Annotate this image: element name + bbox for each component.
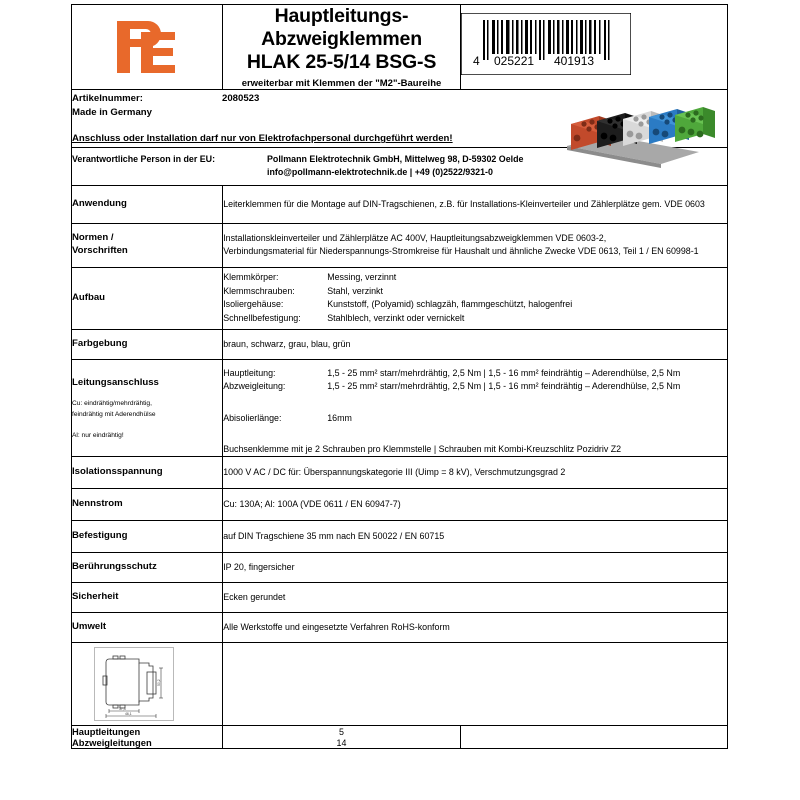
dim-width-inner: 37,3 bbox=[119, 707, 126, 712]
label-farbgebung: Farbgebung bbox=[72, 329, 223, 359]
label-isolationsspannung: Isolationsspannung bbox=[72, 457, 223, 489]
barcode-group1: 025221 bbox=[493, 54, 534, 69]
counts-blank-cell bbox=[460, 726, 727, 749]
aufbau-item bbox=[223, 298, 727, 312]
label-befestigung: Befestigung bbox=[72, 521, 223, 553]
row-sicherheit bbox=[72, 583, 728, 613]
leitung-value: 1,5 - 25 mm² starr/mehrdrähtig, 2,5 Nm | 1,5 - 16 mm² feindrähtig – Aderendhülse, 2,5 Nm bbox=[327, 367, 681, 378]
barcode-icon bbox=[461, 13, 631, 75]
leitungsanschluss-title: Leitungsanschluss bbox=[72, 377, 159, 389]
row-leitungsanschluss bbox=[72, 359, 728, 457]
barcode-group2: 401913 bbox=[553, 54, 594, 69]
row-beruehrungsschutz bbox=[72, 553, 728, 583]
eu-line-2 bbox=[72, 166, 727, 179]
pe-logo-icon bbox=[111, 18, 183, 76]
aufbau-key: Klemmkörper: bbox=[223, 272, 279, 283]
product-subtitle: erweiterbar mit Klemmen der "M2"-Baureihe bbox=[241, 77, 442, 89]
aufbau-value: Kunststoff, (Polyamid) schlagzäh, flammgeschützt, halogenfrei bbox=[327, 299, 573, 310]
leitungsanschluss-footer: Buchsenklemme mit je 2 Schrauben pro Klemmstelle | Schrauben mit Kombi-Kreuzschlitz Pozidriv Z2 bbox=[223, 444, 622, 455]
barcode-digit: 4 bbox=[472, 54, 480, 69]
brand-logo bbox=[72, 5, 222, 89]
dimension-drawing-icon bbox=[94, 647, 174, 721]
leitung-key: Hauptleitung: bbox=[223, 367, 276, 378]
eu-contact: info@pollmann-elektrotechnik.de | +49 (0)2522/9321-0 bbox=[267, 167, 493, 178]
eu-row bbox=[72, 147, 728, 185]
leitung-item bbox=[223, 367, 727, 381]
aufbau-item bbox=[223, 271, 727, 285]
normen-line1: Installationskleinverteiler und Zählerplätze AC 400V, Hauptleitungsabzweigklemmen VDE 0603-2, bbox=[223, 233, 607, 244]
label-nennstrom: Nennstrom bbox=[72, 489, 223, 521]
value-abzweigleitungen: 14 bbox=[223, 737, 461, 749]
aufbau-key: Klemmschrauben: bbox=[223, 285, 295, 296]
eu-cell bbox=[72, 147, 728, 185]
value-normen bbox=[223, 223, 728, 267]
eu-line-1 bbox=[72, 153, 727, 166]
value-befestigung: auf DIN Tragschiene 35 mm nach EN 50022 / EN 60715 bbox=[223, 521, 728, 553]
article-number bbox=[72, 92, 727, 106]
label-umwelt: Umwelt bbox=[72, 613, 223, 643]
leitung-item bbox=[223, 380, 727, 394]
label-normen-line1: Normen / bbox=[72, 232, 114, 244]
label-normen-line2: Vorschriften bbox=[72, 245, 128, 257]
dim-height: 50,2 bbox=[157, 679, 161, 687]
article-row bbox=[72, 89, 728, 147]
article-number-value: 2080523 bbox=[222, 93, 260, 105]
logo-cell bbox=[72, 5, 223, 90]
row-isolationsspannung bbox=[72, 457, 728, 489]
row-umwelt bbox=[72, 613, 728, 643]
aufbau-value: Messing, verzinnt bbox=[327, 272, 397, 283]
eu-address: Pollmann Elektrotechnik GmbH, Mittelweg 98, D-59302 Oelde bbox=[267, 153, 524, 164]
value-anwendung: Leiterklemmen für die Montage auf DIN-Tragschienen, z.B. für Installations-Kleinverteiler und Zählerplätze gem. VDE 0603 bbox=[223, 185, 728, 223]
row-farbgebung bbox=[72, 329, 728, 359]
abisolier-item bbox=[223, 412, 727, 426]
value-aufbau bbox=[223, 267, 728, 329]
row-drawing bbox=[72, 643, 728, 726]
aufbau-key: Schnellbefestigung: bbox=[223, 312, 301, 323]
aufbau-item bbox=[223, 285, 727, 299]
leitung-value: 1,5 - 25 mm² starr/mehrdrähtig, 2,5 Nm | 1,5 - 16 mm² feindrähtig – Aderendhülse, 2,5 Nm bbox=[327, 381, 681, 392]
value-farbgebung: braun, schwarz, grau, blau, grün bbox=[223, 329, 728, 359]
label-beruehrungsschutz: Berührungsschutz bbox=[72, 553, 223, 583]
aufbau-item bbox=[223, 312, 727, 326]
spec-table bbox=[71, 4, 728, 749]
row-befestigung bbox=[72, 521, 728, 553]
barcode-cell bbox=[460, 5, 727, 90]
row-aufbau bbox=[72, 267, 728, 329]
origin-text: Made in Germany bbox=[72, 107, 152, 119]
value-hauptleitungen: 5 bbox=[223, 726, 461, 738]
normen-line2: Verbindungsmaterial für Niederspannungs-Stromkreise für Haushalt und ähnliche Zwecke VDE 0613, Teil 1 / EN 60998-1 bbox=[223, 246, 699, 257]
title-cell bbox=[223, 5, 461, 90]
leitungsanschluss-note-cu bbox=[72, 399, 222, 420]
label-abzweigleitungen: Abzweigleitungen bbox=[72, 737, 223, 749]
note-cu-line2: feindrähtig mit Aderendhülse bbox=[72, 411, 156, 419]
abisolier-value: 16mm bbox=[327, 412, 352, 423]
leitung-key: Abzweigleitung: bbox=[223, 381, 286, 392]
value-sicherheit: Ecken gerundet bbox=[223, 583, 728, 613]
row-anwendung bbox=[72, 185, 728, 223]
eu-label-spacer bbox=[72, 166, 267, 179]
label-anwendung: Anwendung bbox=[72, 185, 223, 223]
row-normen bbox=[72, 223, 728, 267]
value-umwelt: Alle Werkstoffe und eingesetzte Verfahren RoHS-konform bbox=[223, 613, 728, 643]
label-aufbau: Aufbau bbox=[72, 267, 223, 329]
label-hauptleitungen: Hauptleitungen bbox=[72, 726, 223, 738]
aufbau-value: Stahl, verzinkt bbox=[327, 285, 383, 296]
drawing-wrap bbox=[72, 643, 222, 725]
value-isolationsspannung: 1000 V AC / DC für: Überspannungskategorie III (Uimp = 8 kV), Verschmutzungsgrad 2 bbox=[223, 457, 728, 489]
label-sicherheit: Sicherheit bbox=[72, 583, 223, 613]
aufbau-key: Isoliergehäuse: bbox=[223, 299, 284, 310]
label-normen bbox=[72, 223, 223, 267]
label-leitungsanschluss bbox=[72, 359, 223, 457]
article-number-label: Artikelnummer: bbox=[72, 93, 143, 105]
product-title-line2: HLAK 25-5/14 BSG-S bbox=[246, 51, 437, 73]
value-beruehrungsschutz: IP 20, fingersicher bbox=[223, 553, 728, 583]
leitungsanschluss-note-al: Al: nur eindrähtig! bbox=[72, 431, 124, 439]
drawing-blank-cell bbox=[223, 643, 728, 726]
value-leitungsanschluss bbox=[223, 359, 728, 457]
value-nennstrom: Cu: 130A; Al: 100A (VDE 0611 / EN 60947-7) bbox=[223, 489, 728, 521]
row-nennstrom bbox=[72, 489, 728, 521]
aufbau-value: Stahlblech, verzinkt oder vernickelt bbox=[327, 312, 465, 323]
eu-label: Verantwortliche Person in der EU: bbox=[72, 153, 216, 164]
note-cu-line1: Cu: eindrähtig/mehrdrähtig, bbox=[72, 400, 152, 408]
article-cell bbox=[72, 89, 728, 147]
abisolier-key: Abisolierlänge: bbox=[223, 412, 282, 423]
header-row bbox=[72, 5, 728, 90]
product-title-line1: Hauptleitungs-Abzweigklemmen bbox=[261, 5, 422, 50]
row-hauptleitungen bbox=[72, 726, 728, 738]
safety-warning: Anschluss oder Installation darf nur von Elektrofachpersonal durchgeführt werden! bbox=[72, 133, 453, 145]
dim-width-outer: 46,1 bbox=[125, 712, 132, 717]
drawing-cell bbox=[72, 643, 223, 726]
